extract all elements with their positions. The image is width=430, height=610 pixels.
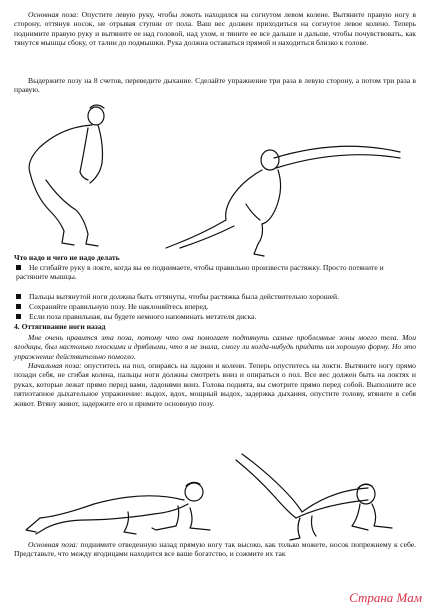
dos-item-1: Не сгибайте руку в локте, когда вы ее поднимаете, чтобы правильно произвести растяжку. Просто потяните и растяните мышцы. <box>16 263 384 282</box>
dos-item-2: Пальцы вытянутой ноги должны быть оттянуты, чтобы растяжка была действительно хорошей. <box>16 292 416 301</box>
start-text: опуститесь на пол, опираясь на ладони и колени. Теперь опуститесь на локти. Вытяните ногу прямо позади себя, не сгибая колена, пальцы ноги должны смотреть вниз и опираться о пол. Все вес должен быть на локтях и руках, которые лежат прямо перед вами, ладонями вниз. Голова поднята, вы смотрите прямо перед собой. Выполните все пятиэтапное дыхательное упражнение: выдох, вдох, мощный выдох, задержка дыхания, опустите голову, втяните в себя живот. Втяну живот, задержите его и примите основную позу. <box>14 361 416 408</box>
main-text: поднимите отведенную назад прямую ногу так высоко, как только можете, носок попрежнему к себе. Представьте, что между ягодицами находится все ваше богатство, и сожмите их так <box>14 540 416 559</box>
bullet-square-icon <box>16 294 21 299</box>
dos-title: Что надо и чего не надо делать <box>14 253 120 262</box>
dos-item-4: Если поза правильная, вы будете немного напоминать метателя диска. <box>16 312 416 321</box>
main-label: Основная поза: <box>28 540 79 549</box>
start-paragraph <box>14 361 416 408</box>
start-label: Начальная поза: <box>28 361 82 370</box>
illustration-elbow-plank <box>18 470 228 540</box>
bullet-square-icon <box>16 304 21 309</box>
illustration-leg-raise <box>232 452 412 542</box>
intro-label: Основная поза: <box>28 10 79 19</box>
quote-paragraph: Мне очень нравится эта поза, потому что она помогает подтянуть самые проблемные зоны моего тела. Мои ягодицы, был настолько плоскими и дряблыми, что я не знала, смогу ли когда-нибудь придать им хорошую форму. Но это упражнение действительно помогло. <box>14 333 416 361</box>
watermark-logo: Страна Мам <box>349 590 422 605</box>
intro-paragraph <box>14 10 416 48</box>
main-paragraph <box>14 540 416 559</box>
bullet-square-icon <box>16 314 21 319</box>
bullet-square-icon <box>16 265 21 270</box>
illustration-side-stretch <box>150 130 410 260</box>
section-title: 4. Оттягивание ноги назад <box>14 322 106 331</box>
dos-item-3: Сохраняйте правильную позу. Не наклоняйтесь вперед. <box>16 302 416 311</box>
hold-paragraph: Выдержите позу на 8 счетов, переведите дыхание. Сделайте упражнение три раза в левую сторону, а потом три раза в правую. <box>14 76 416 95</box>
intro-text: Опустите левую руку, чтобы локоть находился на согнутом левом колене. Вытяните правую ногу в сторону, оттянув носок, не отрывая ступни от пола. Ваш вес должен приходиться на согнутое левое колено. Теперь поднимите правую руку и вытяните ее над головой, над ухом, и тяните ее все дальше и дальше, чтобы почувствовать, как тянутся мышцы сбоку, от талии до подмышки. Рука должна оставаться прямой и находиться близко к голове. <box>14 10 416 48</box>
illustration-bent-stand <box>18 100 148 250</box>
